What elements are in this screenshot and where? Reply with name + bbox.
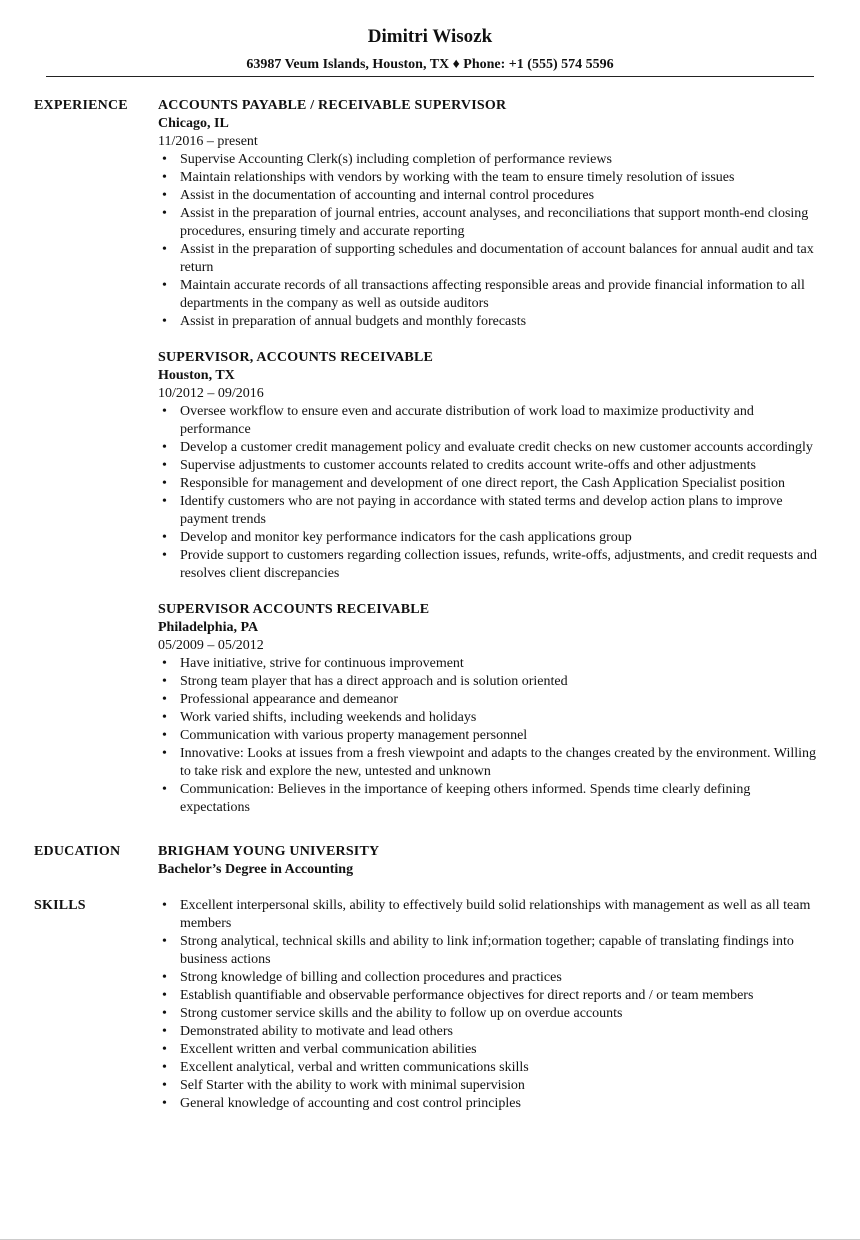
- list-item: • Assist in the preparation of supporting schedules and documentation of account balances for annual audit and tax return: [158, 241, 818, 277]
- list-item: • Assist in the preparation of journal entries, account analyses, and reconciliations that support month-end closing procedures, ensuring timely and accurate reporting: [158, 205, 818, 241]
- job-entry: [158, 349, 818, 583]
- skills-list: [158, 897, 818, 1113]
- education-label: EDUCATION: [34, 844, 121, 859]
- list-item: • Oversee workflow to ensure even and accurate distribution of work load to maximize productivity and performance: [158, 403, 818, 439]
- candidate-name: Dimitri Wisozk: [367, 26, 493, 47]
- job-title: SUPERVISOR ACCOUNTS RECEIVABLE: [158, 602, 430, 617]
- list-item: • Have initiative, strive for continuous improvement: [158, 655, 818, 673]
- list-item: • Maintain accurate records of all transactions affecting responsible areas and provide financial information to all departments in the company as well as outside auditors: [158, 277, 818, 313]
- list-item: • Responsible for management and development of one direct report, the Cash Application Specialist position: [158, 475, 818, 493]
- experience-section: [0, 97, 860, 817]
- degree-name: Bachelor’s Degree in Accounting: [158, 862, 354, 877]
- list-item: • Assist in the documentation of accounting and internal control procedures: [158, 187, 818, 205]
- job-location: Chicago, IL: [158, 116, 229, 131]
- list-item: • Professional appearance and demeanor: [158, 691, 818, 709]
- list-item: • Strong team player that has a direct approach and is solution oriented: [158, 673, 818, 691]
- list-item: • Establish quantifiable and observable performance objectives for direct reports and / or team members: [158, 987, 818, 1005]
- list-item: • Supervise adjustments to customer accounts related to credits account write-offs and other adjustments: [158, 457, 818, 475]
- list-item: • Identify customers who are not paying in accordance with stated terms and develop action plans to improve payment trends: [158, 493, 818, 529]
- list-item: • Self Starter with the ability to work with minimal supervision: [158, 1077, 818, 1095]
- list-item: • Strong analytical, technical skills and ability to link inf;ormation together; capable of translating findings into business actions: [158, 933, 818, 969]
- list-item: • Strong knowledge of billing and collection procedures and practices: [158, 969, 818, 987]
- list-item: • Excellent interpersonal skills, ability to effectively build solid relationships with management as well as all team members: [158, 897, 818, 933]
- list-item: • Assist in preparation of annual budgets and monthly forecasts: [158, 313, 818, 331]
- list-item: • Develop a customer credit management policy and evaluate credit checks on new customer accounts accordingly: [158, 439, 818, 457]
- job-location: Houston, TX: [158, 368, 235, 383]
- list-item: • Excellent analytical, verbal and written communications skills: [158, 1059, 818, 1077]
- list-item: • Work varied shifts, including weekends and holidays: [158, 709, 818, 727]
- list-item: • Demonstrated ability to motivate and lead others: [158, 1023, 818, 1041]
- job-dates: 10/2012 – 09/2016: [158, 386, 264, 401]
- job-bullets: [158, 403, 818, 583]
- list-item: • Supervise Accounting Clerk(s) including completion of performance reviews: [158, 151, 818, 169]
- skills-section: [0, 897, 860, 1113]
- job-entry: [158, 97, 818, 331]
- list-item: • General knowledge of accounting and cost control principles: [158, 1095, 818, 1113]
- list-item: • Communication: Believes in the importance of keeping others informed. Spends time clearly defining expectations: [158, 781, 818, 817]
- experience-body: [158, 97, 818, 817]
- education-body: [158, 843, 818, 879]
- skills-body: [158, 897, 818, 1113]
- contact-line: 63987 Veum Islands, Houston, TX ♦ Phone: +1 (555) 574 5596: [246, 57, 614, 72]
- job-dates: 11/2016 – present: [158, 134, 258, 149]
- list-item: • Strong customer service skills and the ability to follow up on overdue accounts: [158, 1005, 818, 1023]
- list-item: • Develop and monitor key performance indicators for the cash applications group: [158, 529, 818, 547]
- list-item: • Maintain relationships with vendors by working with the team to ensure timely resolution of issues: [158, 169, 818, 187]
- header-divider: [46, 76, 814, 77]
- school-name: BRIGHAM YOUNG UNIVERSITY: [158, 844, 380, 859]
- job-location: Philadelphia, PA: [158, 620, 259, 635]
- list-item: • Innovative: Looks at issues from a fresh viewpoint and adapts to the changes created by the environment. Willing to take risk and explore the new, untested and unknown: [158, 745, 818, 781]
- job-title: SUPERVISOR, ACCOUNTS RECEIVABLE: [158, 350, 434, 365]
- list-item: • Communication with various property management personnel: [158, 727, 818, 745]
- job-bullets: [158, 151, 818, 331]
- skills-label: SKILLS: [34, 898, 86, 913]
- job-dates: 05/2009 – 05/2012: [158, 638, 264, 653]
- list-item: • Provide support to customers regarding collection issues, refunds, write-offs, adjustments, and credit requests and resolves client discrepancies: [158, 547, 818, 583]
- education-section: [0, 843, 860, 879]
- job-bullets: [158, 655, 818, 817]
- experience-label: EXPERIENCE: [34, 98, 128, 113]
- resume-header: [0, 0, 860, 76]
- list-item: • Excellent written and verbal communication abilities: [158, 1041, 818, 1059]
- job-title: ACCOUNTS PAYABLE / RECEIVABLE SUPERVISOR: [158, 98, 507, 113]
- job-entry: [158, 601, 818, 817]
